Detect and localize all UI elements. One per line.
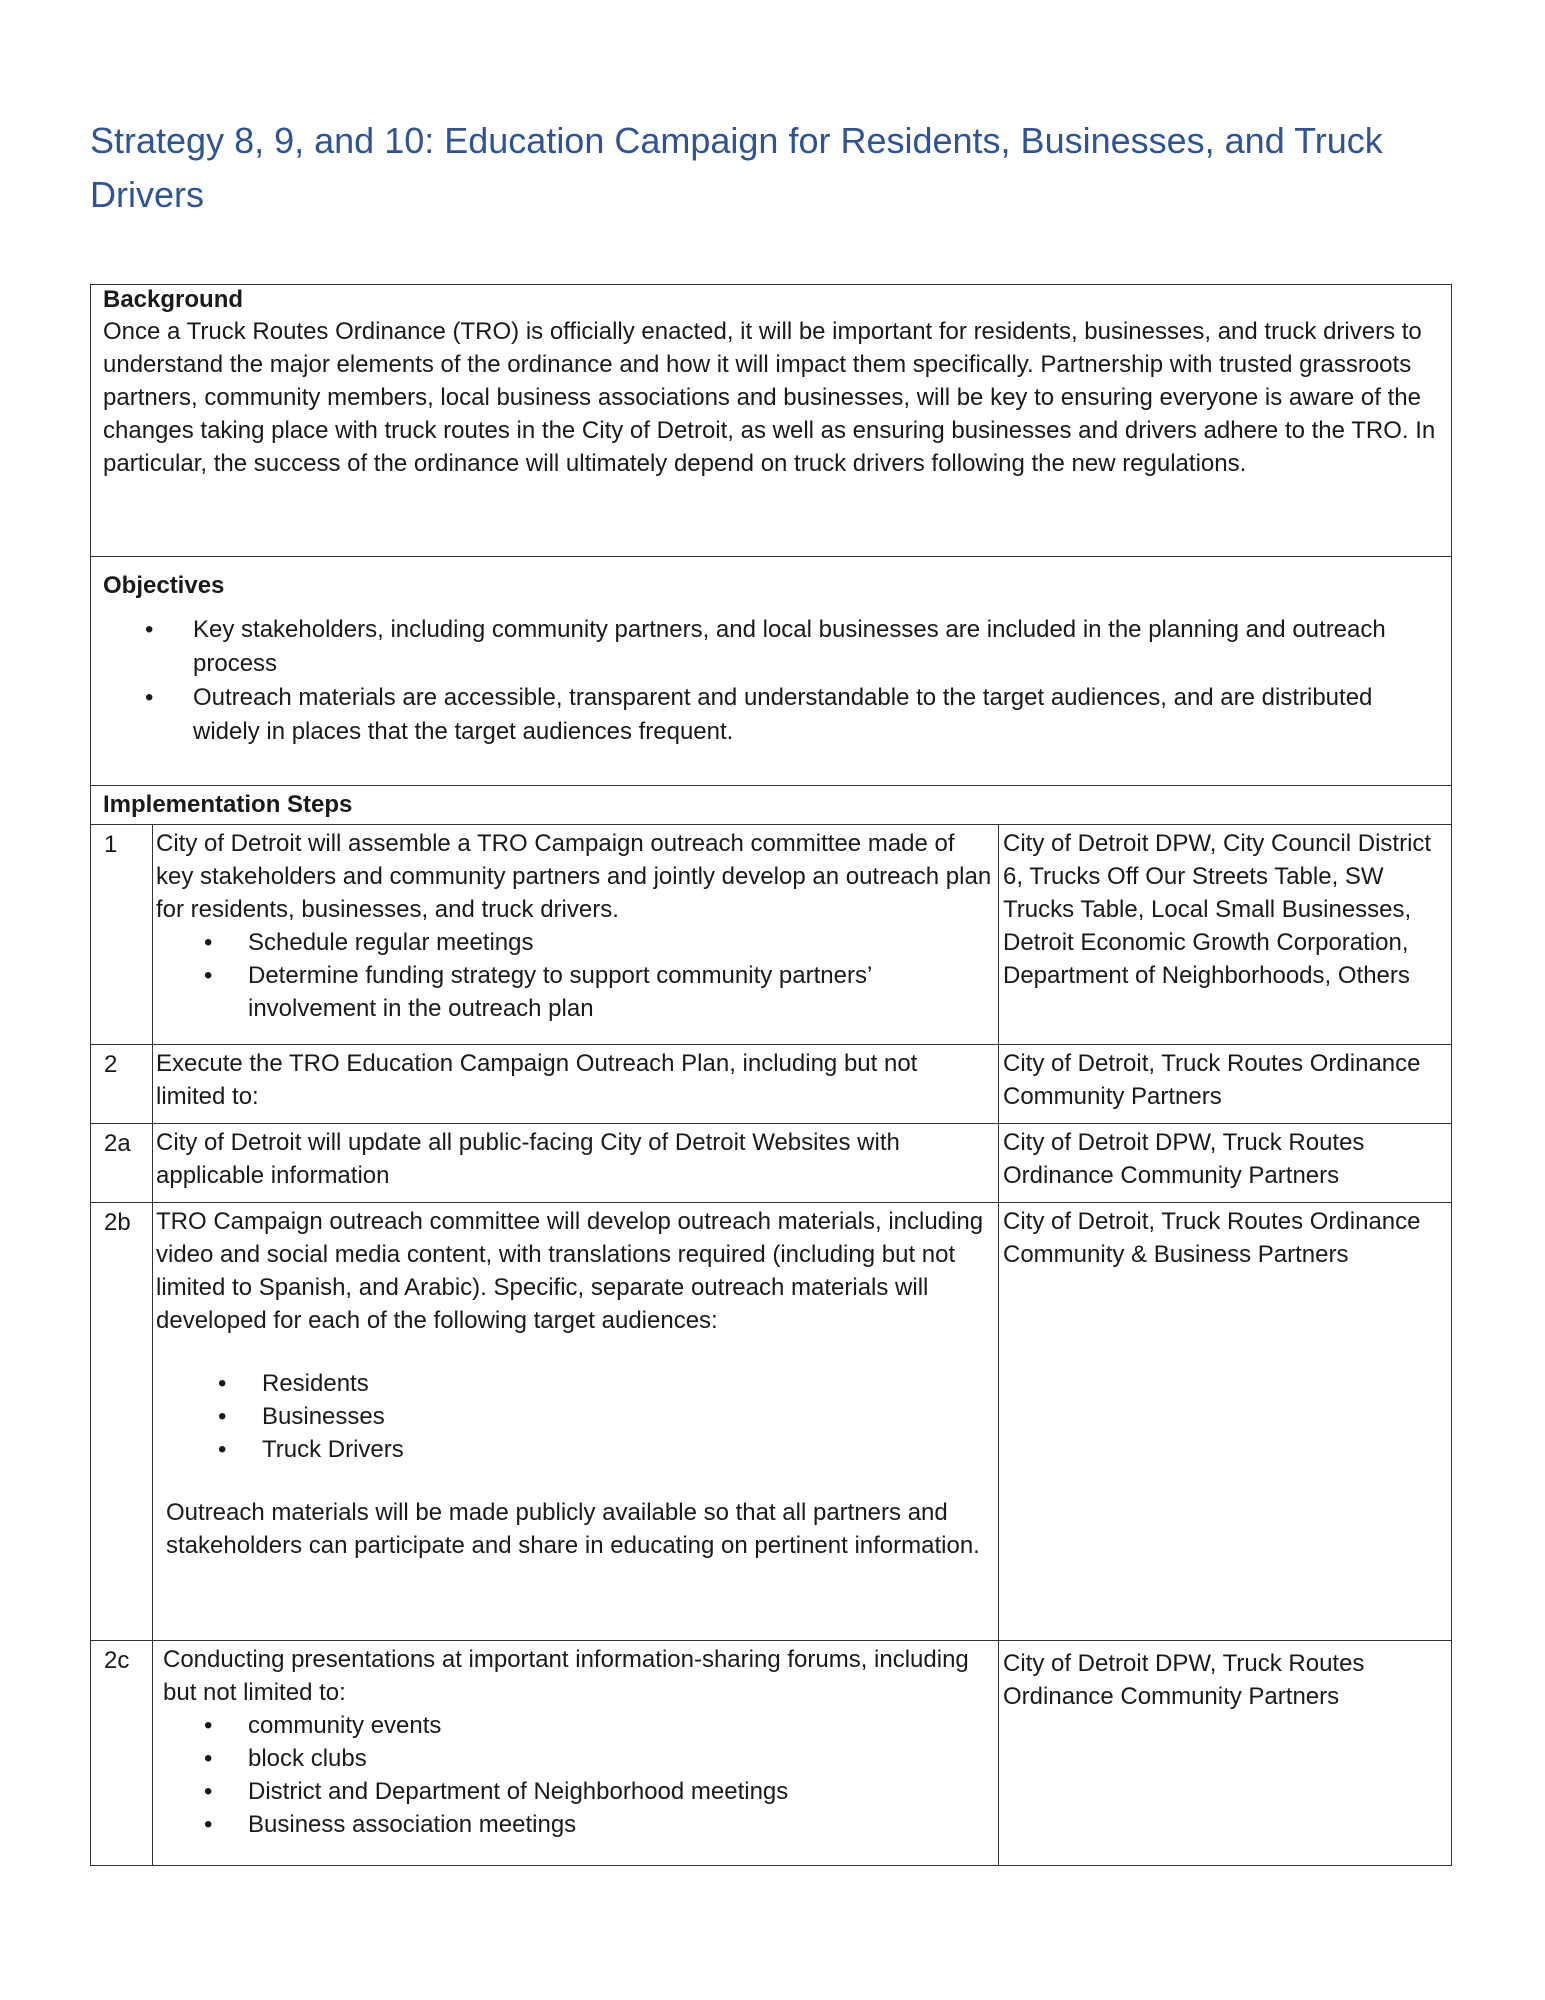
step-description — [153, 1203, 999, 1640]
bullet-icon: • — [204, 1712, 213, 1739]
step-number: 2c — [91, 1641, 153, 1865]
list-item: • Businesses — [156, 1400, 992, 1433]
background-text: Once a Truck Routes Ordinance (TRO) is officially enacted, it will be important for residents, businesses, and truck drivers to understand the major elements of the ordinance and how it will impact them specifically. Partnership with trusted grassroots partners, community members, local business associations and businesses, will be key to ensuring everyone is aware of the changes taking place with truck routes in the City of Detroit, as well as ensuring businesses and drivers adhere to the TRO. In particular, the success of the ordinance will ultimately depend on truck drivers following the new regulations. — [103, 318, 1436, 477]
list-item: • Determine funding strategy to support community partners’ involvement in the outreach plan — [156, 959, 992, 1025]
step-description — [153, 825, 999, 1044]
step-text: Conducting presentations at important information-sharing forums, including but not limited to: — [163, 1646, 969, 1706]
step-responsible: City of Detroit, Truck Routes Ordinance Community Partners — [1003, 1050, 1421, 1110]
objectives-section — [91, 557, 1451, 786]
strategy-table — [90, 284, 1452, 1866]
step-number: 2 — [91, 1045, 153, 1123]
step-description: Execute the TRO Education Campaign Outreach Plan, including but not limited to: — [153, 1045, 999, 1123]
step-bullets — [156, 1367, 992, 1466]
list-item: • Truck Drivers — [156, 1433, 992, 1466]
table-row — [91, 1641, 1451, 1865]
bullet-icon: • — [145, 684, 154, 711]
step-text: TRO Campaign outreach committee will develop outreach materials, including video and social media content, with translations required (including but not limited to Spanish, and Arabic). Specific, separate outreach materials will developed for each of the following target audiences: — [156, 1208, 984, 1334]
step-description — [153, 1641, 999, 1865]
bullet-icon: • — [218, 1403, 227, 1430]
bullet-icon: • — [204, 1778, 213, 1805]
objectives-list — [103, 613, 1439, 749]
bullet-icon: • — [204, 1745, 213, 1772]
step-followup-text: Outreach materials will be made publicly available so that all partners and stakeholders can participate and share in educating on pertinent information. — [166, 1499, 980, 1559]
step-description: City of Detroit will update all public-facing City of Detroit Websites with applicable information — [153, 1124, 999, 1202]
table-row — [91, 1045, 1451, 1124]
bullet-icon: • — [218, 1436, 227, 1463]
bullet-icon: • — [204, 1811, 213, 1838]
list-item: • community events — [156, 1709, 992, 1742]
step-responsible: City of Detroit DPW, City Council District 6, Trucks Off Our Streets Table, SW Trucks Table, Local Small Businesses, Detroit Economic Growth Corporation, Department of Neighborhoods, Others — [1003, 830, 1432, 989]
step-text: City of Detroit will assemble a TRO Campaign outreach committee made of key stakeholders and community partners and jointly develop an outreach plan for residents, businesses, and truck drivers. — [156, 830, 992, 923]
background-heading: Background — [103, 286, 244, 313]
bullet-icon: • — [145, 616, 154, 643]
list-item: • Residents — [156, 1367, 992, 1400]
bullet-icon: • — [218, 1370, 227, 1397]
table-row — [91, 825, 1451, 1045]
bullet-icon: • — [204, 929, 213, 956]
step-number: 2a — [91, 1124, 153, 1202]
step-responsible: City of Detroit, Truck Routes Ordinance Community & Business Partners — [1003, 1208, 1421, 1268]
step-responsible: City of Detroit DPW, Truck Routes Ordinance Community Partners — [1003, 1129, 1365, 1189]
step-number: 2b — [91, 1203, 153, 1640]
step-bullets — [156, 926, 992, 1025]
background-section — [91, 285, 1451, 557]
list-item: • Outreach materials are accessible, transparent and understandable to the target audiences, and are distributed widely in places that the target audiences frequent. — [103, 681, 1439, 749]
step-bullets — [156, 1709, 992, 1841]
list-item: • Schedule regular meetings — [156, 926, 992, 959]
step-number: 1 — [91, 825, 153, 1044]
implementation-heading: Implementation Steps — [103, 791, 353, 818]
list-item: • Business association meetings — [156, 1808, 992, 1841]
table-row — [91, 1124, 1451, 1203]
list-item: • block clubs — [156, 1742, 992, 1775]
page-title: Strategy 8, 9, and 10: Education Campaign for Residents, Businesses, and Truck Drivers — [90, 120, 1383, 215]
implementation-steps — [91, 825, 1451, 1865]
bullet-icon: • — [204, 962, 213, 989]
table-row — [91, 1203, 1451, 1641]
list-item: • District and Department of Neighborhood meetings — [156, 1775, 992, 1808]
implementation-heading-row — [91, 786, 1451, 825]
objectives-heading: Objectives — [103, 572, 225, 599]
list-item: • Key stakeholders, including community partners, and local businesses are included in the planning and outreach process — [103, 613, 1439, 681]
step-responsible: City of Detroit DPW, Truck Routes Ordinance Community Partners — [1003, 1650, 1365, 1710]
